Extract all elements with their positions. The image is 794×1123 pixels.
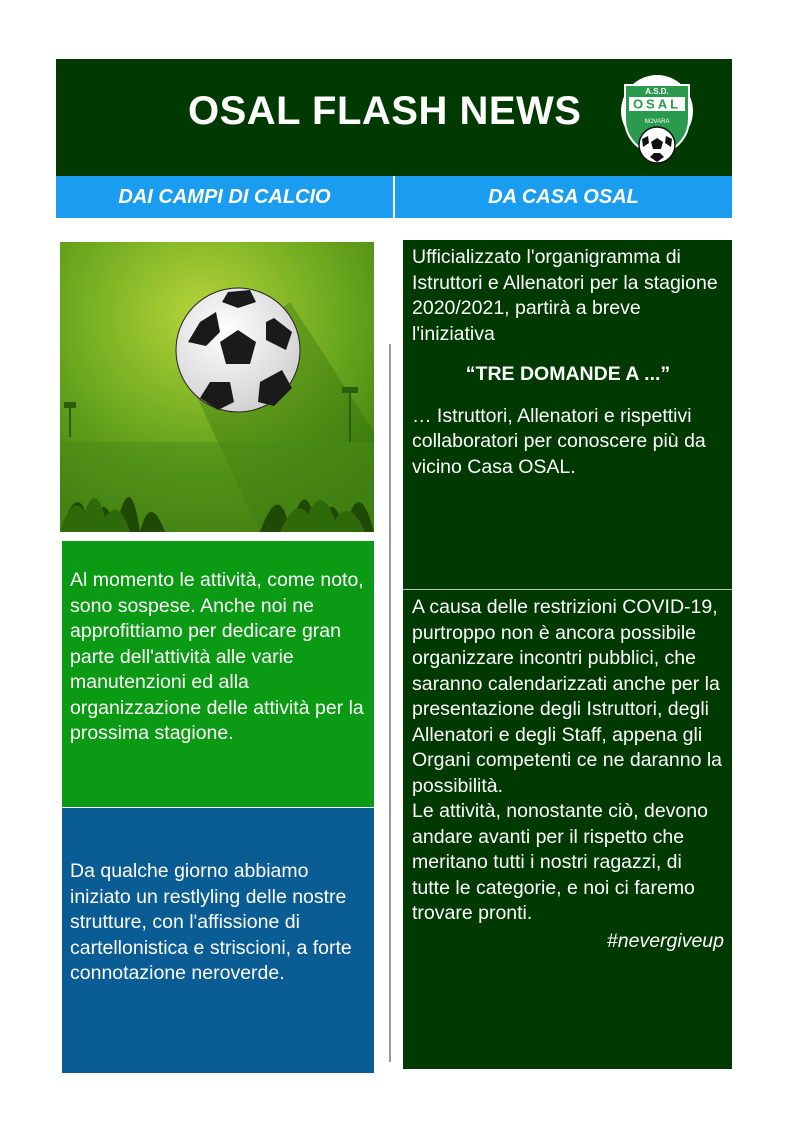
blue-box-text: Da qualche giorno abbiamo iniziato un restlyling delle nostre strutture, con l'affissione di cartellonistica e striscioni, a forte connotazione neroverde. [70,860,352,984]
soccer-ball-hero-image [60,242,374,532]
page-title: OSAL FLASH NEWS [188,89,582,133]
tab-dai-campi-di-calcio: DAI CAMPI DI CALCIO [56,176,395,218]
section-tab-bar [56,176,732,218]
dark-news-box-covid [403,590,732,1069]
soccer-ball-icon [60,242,374,532]
tab-da-casa-osal: DA CASA OSAL [488,185,639,208]
header-banner [56,59,732,176]
logo-text-asd: A.S.D. [645,87,669,96]
hashtag-text: #nevergiveup [606,929,724,952]
logo-text-osal: OSAL [632,96,682,112]
green-box-text: Al momento le attività, come noto, sono sospese. Anche noi ne approfittiamo per dedicare gran parte dell'attività alle varie manutenzioni ed alla organizzazione delle attività per la prossima stagione. [70,569,364,744]
logo-text-novara: NOVARA [644,119,670,125]
dark-news-box-staff [403,240,732,589]
staff-intro-text: Ufficializzato l'organigramma di Istruttori e Allenatori per la stagione 2020/2021, partirà a breve l'iniziativa [412,246,718,345]
tre-domande-quote: “TRE DOMANDE A ...” [465,363,671,385]
covid-paragraph: A causa delle restrizioni COVID-19, purtroppo non è ancora possibile organizzare incontri pubblici, che saranno calendarizzati anche per la presentazione degli Istruttori, degli Allenatori e degli Staff, appena gli Organi competenti ce ne daranno la possibilità. [412,596,723,797]
green-news-box [62,541,374,807]
blue-news-box [62,808,374,1073]
osal-logo-icon [618,73,696,165]
column-divider [389,344,391,1062]
staff-outro-text: … Istruttori, Allenatori e rispettivi collaboratori per conoscere più da vicino Casa OSAL. [412,404,706,478]
activities-paragraph: Le attività, nonostante ciò, devono andare avanti per il rispetto che meritano tutti i nostri ragazzi, di tutte le categorie, e noi ci faremo trovare pronti. [412,800,708,924]
